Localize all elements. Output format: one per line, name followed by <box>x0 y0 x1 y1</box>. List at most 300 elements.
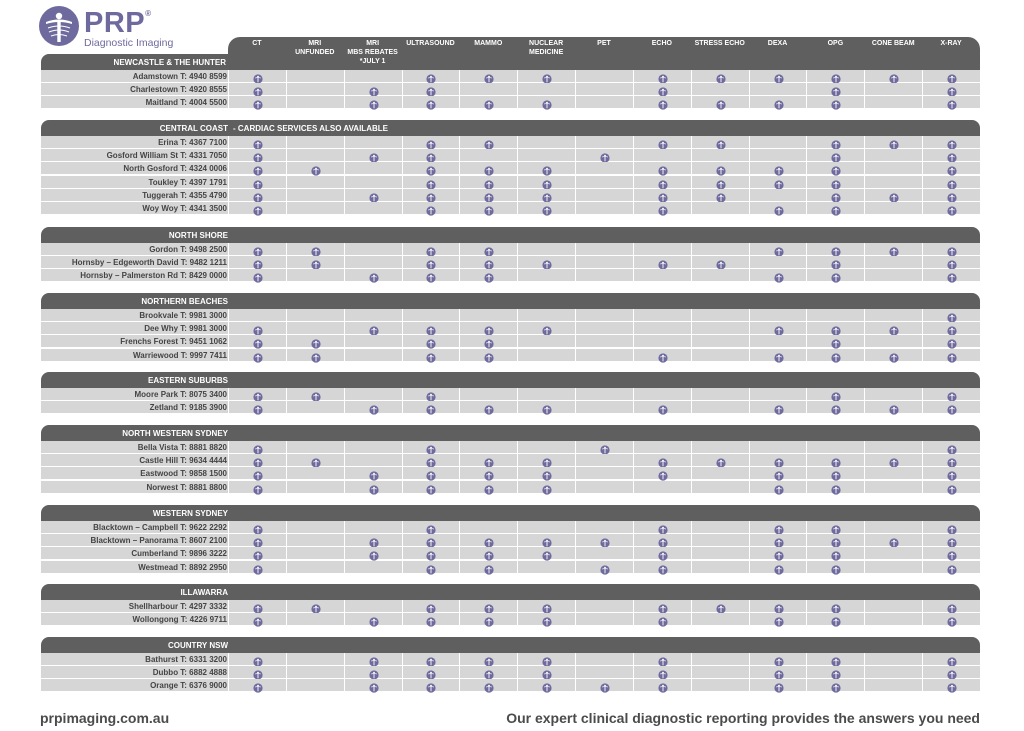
service-cell <box>922 256 980 269</box>
site-label: Shellharbour T: 4297 3332 <box>128 602 227 611</box>
prp-service-icon <box>947 601 957 611</box>
region-header <box>41 120 980 136</box>
service-cell <box>228 388 286 401</box>
column-header: STRESS ECHO <box>694 40 745 47</box>
service-cell <box>575 243 633 256</box>
site-label: Norwest T: 8881 8800 <box>146 482 227 492</box>
service-cell <box>749 256 807 269</box>
service-cell <box>459 136 517 149</box>
prp-service-icon <box>426 177 436 187</box>
service-cell <box>864 149 922 162</box>
service-cell <box>286 613 344 626</box>
service-cell <box>228 561 286 574</box>
prp-service-icon <box>658 350 668 360</box>
service-cell <box>517 600 575 613</box>
prp-service-icon <box>716 163 726 173</box>
prp-service-icon <box>774 97 784 107</box>
service-cell <box>864 83 922 96</box>
service-cell <box>575 653 633 666</box>
prp-service-icon <box>253 535 263 545</box>
service-cell <box>402 561 460 574</box>
prp-service-icon <box>774 71 784 81</box>
service-cell <box>806 269 864 282</box>
prp-service-icon <box>253 270 263 280</box>
prp-logo-icon <box>38 5 80 47</box>
table-row <box>41 149 980 162</box>
service-cell <box>575 70 633 83</box>
prp-service-icon <box>426 614 436 624</box>
service-cell <box>517 653 575 666</box>
service-cell <box>864 256 922 269</box>
prp-service-icon <box>600 535 610 545</box>
footer-tagline: Our expert clinical diagnostic reporting provides the answers you need <box>506 710 980 726</box>
service-cell <box>575 613 633 626</box>
table-row <box>41 189 980 202</box>
prp-service-icon <box>253 244 263 254</box>
prp-service-icon <box>947 442 957 452</box>
service-cell <box>922 96 980 109</box>
column-header: MRI UNFUNDED <box>295 40 335 56</box>
service-cell <box>922 335 980 348</box>
prp-service-icon <box>426 667 436 677</box>
service-cell <box>402 83 460 96</box>
service-cell <box>691 401 749 414</box>
prp-service-icon <box>658 455 668 465</box>
service-cell <box>402 401 460 414</box>
service-cell <box>344 162 402 175</box>
service-cell <box>864 388 922 401</box>
site-label: Cumberland T: 9896 3222 <box>131 549 227 559</box>
prp-service-icon <box>311 244 321 254</box>
service-cell <box>691 454 749 467</box>
service-cell <box>228 162 286 175</box>
prp-service-icon <box>484 177 494 187</box>
prp-service-icon <box>311 455 321 465</box>
service-cell <box>344 454 402 467</box>
site-label: Gordon T: 9498 2500 <box>149 245 227 254</box>
prp-service-icon <box>831 163 841 173</box>
service-cell <box>402 202 460 215</box>
prp-service-icon <box>426 190 436 200</box>
service-cell <box>228 600 286 613</box>
service-cell <box>228 136 286 149</box>
service-cell <box>633 176 691 189</box>
service-cell <box>228 322 286 335</box>
prp-service-icon <box>426 468 436 478</box>
service-cell <box>228 243 286 256</box>
service-cell <box>633 401 691 414</box>
service-cell <box>691 349 749 362</box>
prp-service-icon <box>947 84 957 94</box>
prp-service-icon <box>889 190 899 200</box>
table-row <box>41 481 980 494</box>
service-cell <box>864 613 922 626</box>
service-cell <box>806 481 864 494</box>
prp-service-icon <box>658 190 668 200</box>
service-cell <box>633 349 691 362</box>
table-row <box>41 176 980 189</box>
service-cell <box>286 666 344 679</box>
service-cell <box>459 349 517 362</box>
service-cell <box>344 189 402 202</box>
service-cell <box>344 70 402 83</box>
service-cell <box>691 653 749 666</box>
prp-service-icon <box>484 562 494 572</box>
service-cell <box>806 243 864 256</box>
prp-service-icon <box>253 84 263 94</box>
prp-service-icon <box>542 614 552 624</box>
prp-service-icon <box>426 601 436 611</box>
service-cell <box>402 243 460 256</box>
table-row <box>41 534 980 547</box>
service-cell <box>864 481 922 494</box>
service-cell <box>575 189 633 202</box>
service-cell <box>459 547 517 560</box>
service-cell <box>749 176 807 189</box>
prp-service-icon <box>253 389 263 399</box>
table-row <box>41 600 980 613</box>
service-cell <box>864 243 922 256</box>
service-cell <box>806 467 864 480</box>
prp-service-icon <box>253 654 263 664</box>
prp-service-icon <box>831 350 841 360</box>
column-header: X-RAY <box>940 40 962 47</box>
service-cell <box>517 70 575 83</box>
service-cell <box>749 679 807 692</box>
service-cell <box>459 441 517 454</box>
service-cell <box>286 83 344 96</box>
prp-service-icon <box>369 270 379 280</box>
service-cell <box>402 679 460 692</box>
prp-service-icon <box>484 244 494 254</box>
service-cell <box>286 256 344 269</box>
service-cell <box>922 481 980 494</box>
prp-service-icon <box>831 562 841 572</box>
prp-service-icon <box>253 442 263 452</box>
prp-service-icon <box>831 203 841 213</box>
service-cell <box>517 454 575 467</box>
service-cell <box>517 613 575 626</box>
site-label: Castle Hill T: 9634 4444 <box>139 456 227 466</box>
service-cell <box>806 600 864 613</box>
service-cell <box>691 679 749 692</box>
prp-service-icon <box>947 562 957 572</box>
prp-service-icon <box>542 548 552 558</box>
service-cell <box>633 189 691 202</box>
service-cell <box>517 269 575 282</box>
service-cell <box>864 335 922 348</box>
service-cell <box>922 467 980 480</box>
service-cell <box>575 401 633 414</box>
service-cell <box>922 521 980 534</box>
service-cell <box>575 467 633 480</box>
service-cell <box>749 162 807 175</box>
prp-service-icon <box>774 163 784 173</box>
prp-service-icon <box>484 71 494 81</box>
prp-service-icon <box>889 350 899 360</box>
prp-service-icon <box>484 270 494 280</box>
service-cell <box>864 269 922 282</box>
service-cell <box>691 666 749 679</box>
prp-service-icon <box>484 323 494 333</box>
service-cell <box>286 653 344 666</box>
service-cell <box>344 441 402 454</box>
service-cell <box>402 269 460 282</box>
prp-service-icon <box>889 71 899 81</box>
service-cell <box>344 83 402 96</box>
service-cell <box>864 176 922 189</box>
prp-service-icon <box>253 562 263 572</box>
service-cell <box>402 335 460 348</box>
prp-service-icon <box>369 150 379 160</box>
service-cell <box>344 322 402 335</box>
prp-service-icon <box>369 654 379 664</box>
service-cell <box>344 309 402 322</box>
prp-service-icon <box>542 190 552 200</box>
service-cell <box>459 534 517 547</box>
table-row <box>41 243 980 256</box>
prp-service-icon <box>947 203 957 213</box>
service-cell <box>344 149 402 162</box>
service-cell <box>517 322 575 335</box>
prp-service-icon <box>774 562 784 572</box>
region-name: NORTH WESTERN SYDNEY <box>122 429 228 438</box>
service-cell <box>402 521 460 534</box>
table-row <box>41 96 980 109</box>
site-label: North Gosford T: 4324 0006 <box>123 164 227 174</box>
prp-service-icon <box>658 203 668 213</box>
service-cell <box>922 679 980 692</box>
service-cell <box>228 70 286 83</box>
table-row <box>41 256 980 269</box>
column-header: ECHO <box>651 40 672 47</box>
service-cell <box>286 401 344 414</box>
prp-service-icon <box>947 389 957 399</box>
service-cell <box>691 561 749 574</box>
service-cell <box>228 441 286 454</box>
site-label: Hornsby – Edgeworth David T: 9482 1211 <box>71 258 227 268</box>
prp-service-icon <box>484 482 494 492</box>
prp-service-icon <box>716 177 726 187</box>
prp-service-icon <box>253 468 263 478</box>
service-cell <box>806 149 864 162</box>
service-cell <box>633 534 691 547</box>
service-cell <box>749 388 807 401</box>
service-cell <box>344 561 402 574</box>
column-header: DEXA <box>767 40 788 47</box>
prp-service-icon <box>947 177 957 187</box>
prp-service-icon <box>542 71 552 81</box>
service-cell <box>228 349 286 362</box>
service-cell <box>922 613 980 626</box>
service-cell <box>922 176 980 189</box>
prp-service-icon <box>658 71 668 81</box>
service-cell <box>228 547 286 560</box>
prp-service-icon <box>947 548 957 558</box>
service-cell <box>575 561 633 574</box>
service-cell <box>691 136 749 149</box>
prp-service-icon <box>774 455 784 465</box>
service-cell <box>691 309 749 322</box>
service-cell <box>864 521 922 534</box>
service-cell <box>344 388 402 401</box>
service-cell <box>459 70 517 83</box>
service-cell <box>749 202 807 215</box>
service-cell <box>749 547 807 560</box>
service-cell <box>517 309 575 322</box>
service-cell <box>922 534 980 547</box>
prp-service-icon <box>831 84 841 94</box>
service-cell <box>575 679 633 692</box>
prp-service-icon <box>831 654 841 664</box>
prp-service-icon <box>947 535 957 545</box>
prp-service-icon <box>369 482 379 492</box>
service-cell <box>517 401 575 414</box>
service-cell <box>806 521 864 534</box>
prp-service-icon <box>600 150 610 160</box>
site-label: Dee Why T: 9981 3000 <box>144 324 227 334</box>
service-cell <box>286 136 344 149</box>
service-cell <box>922 202 980 215</box>
service-cell <box>402 653 460 666</box>
prp-service-icon <box>947 323 957 333</box>
prp-service-icon <box>831 323 841 333</box>
service-cell <box>575 256 633 269</box>
prp-service-icon <box>831 150 841 160</box>
service-cell <box>517 189 575 202</box>
prp-service-icon <box>542 203 552 213</box>
prp-service-icon <box>369 548 379 558</box>
service-cell <box>344 202 402 215</box>
prp-service-icon <box>542 257 552 267</box>
service-cell <box>864 322 922 335</box>
prp-service-icon <box>253 137 263 147</box>
service-cell <box>806 176 864 189</box>
site-label: Tuggerah T: 4355 4790 <box>142 190 227 200</box>
prp-service-icon <box>831 402 841 412</box>
service-cell <box>402 162 460 175</box>
prp-service-icon <box>774 468 784 478</box>
prp-service-icon <box>542 323 552 333</box>
service-cell <box>806 162 864 175</box>
prp-service-icon <box>426 257 436 267</box>
service-cell <box>749 441 807 454</box>
prp-service-icon <box>542 402 552 412</box>
table-row <box>41 83 980 96</box>
prp-service-icon <box>484 468 494 478</box>
service-cell <box>691 521 749 534</box>
site-label: Frenchs Forest T: 9451 1062 <box>120 337 227 347</box>
region-header <box>41 425 980 441</box>
prp-service-icon <box>369 84 379 94</box>
prp-service-icon <box>484 601 494 611</box>
table-row <box>41 441 980 454</box>
service-cell <box>344 547 402 560</box>
region-name: NORTH SHORE <box>168 231 228 240</box>
prp-service-icon <box>311 601 321 611</box>
site-label: Westmead T: 8892 2950 <box>138 562 227 572</box>
service-cell <box>228 83 286 96</box>
prp-service-icon <box>774 614 784 624</box>
prp-service-icon <box>947 137 957 147</box>
service-cell <box>517 561 575 574</box>
prp-service-icon <box>426 654 436 664</box>
service-cell <box>459 269 517 282</box>
prp-service-icon <box>426 482 436 492</box>
prp-service-icon <box>253 614 263 624</box>
prp-service-icon <box>426 150 436 160</box>
site-label: Orange T: 6376 9000 <box>150 681 227 691</box>
service-cell <box>286 149 344 162</box>
service-cell <box>806 561 864 574</box>
site-label: Charlestown T: 4920 8555 <box>130 85 227 95</box>
service-cell <box>864 467 922 480</box>
service-cell <box>749 349 807 362</box>
service-cell <box>749 309 807 322</box>
prp-service-icon <box>542 667 552 677</box>
prp-service-icon <box>831 270 841 280</box>
prp-service-icon <box>774 654 784 664</box>
prp-service-icon <box>311 163 321 173</box>
prp-service-icon <box>426 84 436 94</box>
service-cell <box>806 335 864 348</box>
service-cell <box>575 547 633 560</box>
service-cell <box>691 243 749 256</box>
service-cell <box>864 441 922 454</box>
service-cell <box>344 335 402 348</box>
service-cell <box>286 335 344 348</box>
prp-service-icon <box>426 323 436 333</box>
service-cell <box>633 256 691 269</box>
service-cell <box>806 547 864 560</box>
prp-service-icon <box>774 535 784 545</box>
service-cell <box>922 600 980 613</box>
service-cell <box>402 534 460 547</box>
prp-service-icon <box>426 548 436 558</box>
service-cell <box>286 243 344 256</box>
site-label: Zetland T: 9185 3900 <box>149 403 227 413</box>
service-cell <box>691 83 749 96</box>
service-cell <box>517 534 575 547</box>
prp-service-icon <box>426 203 436 213</box>
footer-url[interactable]: prpimaging.com.au <box>40 710 170 726</box>
prp-service-icon <box>658 548 668 558</box>
service-cell <box>402 96 460 109</box>
prp-service-icon <box>831 614 841 624</box>
prp-service-icon <box>947 667 957 677</box>
prp-service-icon <box>658 137 668 147</box>
service-cell <box>749 269 807 282</box>
prp-service-icon <box>311 389 321 399</box>
prp-service-icon <box>947 350 957 360</box>
prp-service-icon <box>600 680 610 690</box>
service-cell <box>633 70 691 83</box>
service-cell <box>806 189 864 202</box>
prp-service-icon <box>253 350 263 360</box>
prp-service-icon <box>831 97 841 107</box>
service-cell <box>228 666 286 679</box>
service-cell <box>575 349 633 362</box>
service-cell <box>575 534 633 547</box>
service-cell <box>633 202 691 215</box>
service-cell <box>402 309 460 322</box>
service-cell <box>575 388 633 401</box>
service-cell <box>691 547 749 560</box>
service-cell <box>633 613 691 626</box>
region-header <box>41 372 980 388</box>
service-cell <box>864 309 922 322</box>
prp-service-icon <box>600 442 610 452</box>
